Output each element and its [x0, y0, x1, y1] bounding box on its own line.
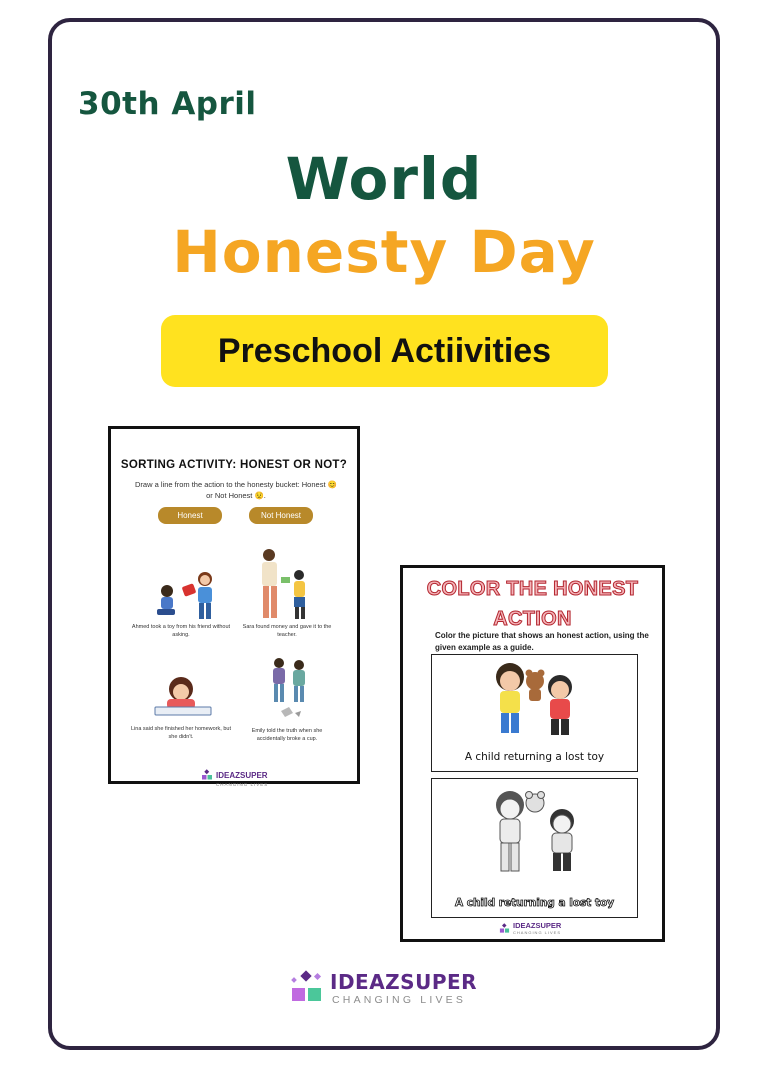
- sorting-worksheet-logo: [201, 763, 268, 787]
- brand-logo-text: IDEAZSUPER: [330, 970, 478, 994]
- caption-coloring-panel: A child returning a lost toy: [454, 897, 615, 909]
- logo-mark-icon: [201, 769, 213, 781]
- color-worksheet-logo: [499, 922, 561, 935]
- money-return-illustration: [251, 547, 321, 623]
- color-title-line1: COLOR THE HONEST: [426, 578, 639, 600]
- sorting-logo-text: IDEAZSUPER: [216, 771, 268, 780]
- subtitle-banner: Preschool Actiivities: [161, 315, 608, 387]
- date-label: 30th April: [78, 86, 257, 122]
- toy-taking-illustration: [149, 567, 223, 623]
- sorting-instruction: Draw a line from the action to the honesty bucket: Honest 😊 or Not Honest 😟.: [135, 480, 337, 500]
- outline-kids-illustration: [480, 787, 590, 883]
- honest-bucket-label: Honest: [158, 507, 222, 524]
- homework-illustration: [151, 673, 213, 721]
- color-logo-text: IDEAZSUPER: [513, 921, 562, 930]
- color-instruction: Color the picture that shows an honest action, using the given example as a guide.: [435, 631, 649, 652]
- colored-example-panel: [431, 654, 638, 772]
- sorting-item-3: Lina said she finished her homework, but she didn't.: [131, 726, 231, 740]
- not-honest-bucket-label: Not Honest: [249, 507, 313, 524]
- sorting-title: SORTING ACTIVITY: HONEST OR NOT?: [120, 459, 348, 471]
- color-worksheet-title: [403, 574, 662, 634]
- brand-logo: [290, 970, 490, 1010]
- sorting-item-1: Ahmed took a toy from his friend without asking.: [131, 624, 231, 638]
- sorting-item-4: Emily told the truth when she accidentally broke a cup.: [251, 728, 323, 742]
- title-honesty-day: Honesty Day: [172, 218, 596, 286]
- logo-mark-icon: [499, 923, 510, 934]
- color-worksheet: [400, 565, 665, 942]
- sorting-worksheet: [108, 426, 360, 787]
- sorting-logo-tagline: CHANGING LIVES: [216, 782, 269, 787]
- logo-mark-icon: [290, 970, 326, 1008]
- title-world: World: [285, 145, 483, 213]
- coloring-panel: [431, 778, 638, 918]
- caption-colored-example: A child returning a lost toy: [464, 751, 605, 763]
- colored-kids-illustration: [480, 659, 590, 741]
- broken-cup-illustration: [263, 655, 319, 723]
- sorting-item-2: Sara found money and gave it to the teacher.: [242, 624, 332, 638]
- brand-tagline: CHANGING LIVES: [332, 994, 467, 1006]
- color-title-line2: ACTION: [493, 608, 572, 630]
- color-logo-tagline: CHANGING LIVES: [513, 930, 562, 935]
